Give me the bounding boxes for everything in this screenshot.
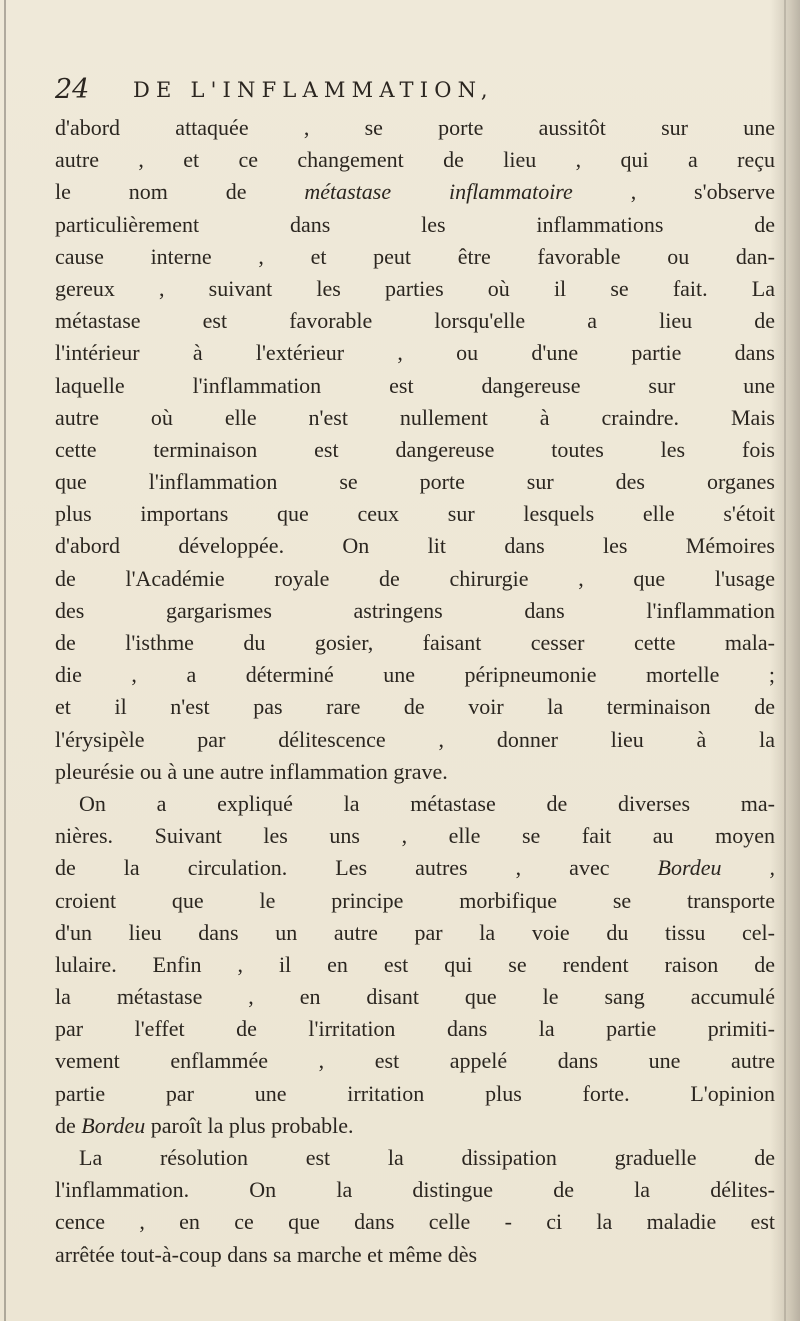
text-line: la métastase , en disant que le sang accumulé	[55, 984, 775, 1010]
running-title: DE L'INFLAMMATION,	[133, 78, 494, 102]
text-line: autre , et ce changement de lieu , qui a reçu	[55, 147, 775, 173]
text-line: die , a déterminé une péripneumonie mortelle ;	[55, 662, 775, 688]
text-line: croient que le principe morbifique se transporte	[55, 887, 775, 913]
text-line: particulièrement dans les inflammations de	[55, 211, 775, 237]
text-line: l'inflammation. On la distingue de la délites-	[55, 1177, 775, 1203]
running-head	[55, 74, 775, 108]
text-line: partie par une irritation plus forte. L'opinion	[55, 1080, 775, 1106]
italic-phrase: métastase inflammatoire	[304, 179, 573, 205]
text-line: que l'inflammation se porte sur des organes	[55, 469, 775, 495]
text-line: par l'effet de l'irritation dans la partie primiti-	[55, 1016, 775, 1042]
text-line: pleurésie ou à une autre inflammation grave.	[55, 758, 448, 784]
text-line: vement enflammée , est appelé dans une autre	[55, 1048, 775, 1074]
text-line: l'érysipèle par délitescence , donner lieu à la	[55, 726, 775, 752]
text-line: autre où elle n'est nullement à craindre. Mais	[55, 404, 775, 430]
text-line: nières. Suivant les uns , elle se fait au moyen	[55, 823, 775, 849]
text-line: le nom de métastase inflammatoire , s'observe	[55, 179, 775, 205]
text-line: d'abord développée. On lit dans les Mémoires	[55, 533, 775, 559]
text-line: de l'Académie royale de chirurgie , que l'usage	[55, 565, 775, 591]
text-line: cause interne , et peut être favorable ou dan-	[55, 243, 775, 269]
text-line: de Bordeu paroît la plus probable.	[55, 1112, 354, 1138]
text-line: La résolution est la dissipation graduelle de	[79, 1145, 775, 1170]
text-line: lulaire. Enfin , il en est qui se rendent raison de	[55, 951, 775, 977]
text-line: arrêtée tout-à-coup dans sa marche et même dès	[55, 1241, 478, 1267]
left-edge-line	[4, 0, 6, 1321]
text-line: l'intérieur à l'extérieur , ou d'une partie dans	[55, 340, 775, 366]
text-line: plus importans que ceux sur lesquels elle s'étoit	[55, 501, 775, 527]
text-line: de la circulation. Les autres , avec Bordeu ,	[55, 855, 775, 881]
text-line: d'abord attaquée , se porte aussitôt sur une	[55, 115, 775, 140]
italic-phrase: Bordeu ,	[657, 855, 775, 881]
text-line: cette terminaison est dangereuse toutes les fois	[55, 436, 775, 462]
text-line: et il n'est pas rare de voir la terminaison de	[55, 694, 775, 720]
text-line: cence , en ce que dans celle - ci la maladie est	[55, 1209, 775, 1235]
text-line: des gargarismes astringens dans l'inflammation	[55, 597, 775, 623]
right-edge-line	[784, 0, 786, 1321]
text-line: laquelle l'inflammation est dangereuse sur une	[55, 372, 775, 398]
italic-phrase: Bordeu	[81, 1112, 146, 1138]
text-line: On a expliqué la métastase de diverses ma-	[79, 790, 775, 816]
text-line: gereux , suivant les parties où il se fait. La	[55, 275, 775, 301]
body-text	[55, 112, 775, 1271]
text-line: métastase est favorable lorsqu'elle a lieu de	[55, 308, 775, 334]
page-number: 24	[55, 74, 90, 105]
text-line: d'un lieu dans un autre par la voie du tissu cel-	[55, 919, 775, 945]
text-line: de l'isthme du gosier, faisant cesser cette mala-	[55, 630, 775, 655]
